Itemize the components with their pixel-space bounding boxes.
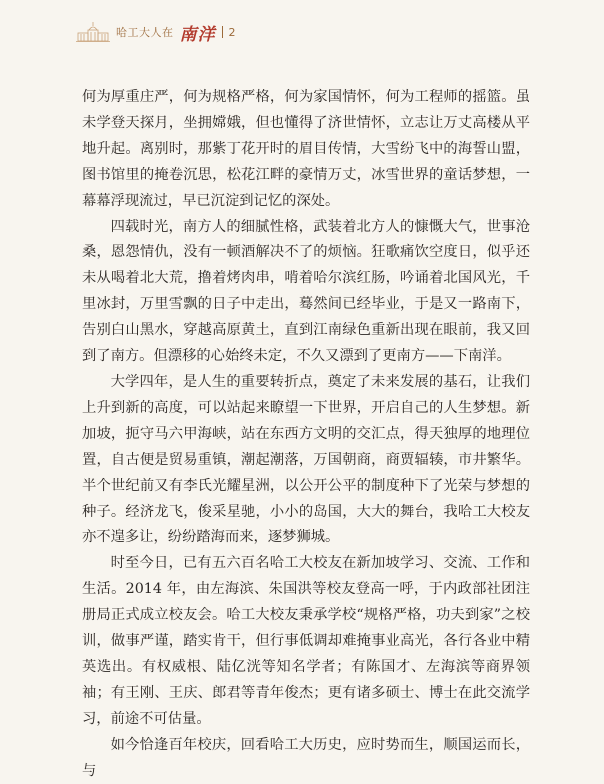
paragraph-continued: 何为厚重庄严，何为规格严格，何为家国情怀，何为工程师的摇篮。虽未学登天探月，坐拥嫦娥，但也懂得了济世情怀，立志让万丈高楼从平地升起。离别时，那紫丁花开时的眉目传情，大雪纷飞中的海誓山盟，图书馆里的掩卷沉思，松花江畔的豪情万丈，冰雪世界的童话梦想，一幕幕浮现流过，早已沉淀到记忆的深处。 bbox=[82, 89, 530, 209]
header-divider bbox=[222, 26, 223, 38]
book-title-calligraphy: 南洋 bbox=[179, 24, 216, 45]
book-title: 哈工大人在 bbox=[116, 26, 174, 39]
paragraph: 四载时光，南方人的细腻性格，武装着北方人的慷慨大气，世事沧桑，恩怨情仇，没有一顿酒解决不了的烦恼。狂歌痛饮空度日，似乎还未从喝着北大荒，撸着烤肉串，啃着哈尔滨红肠，吟诵着北国风光，千里冰封，万里雪飘的日子中走出，蓦然间已经毕业，于是又一路南下，告别白山黑水，穿越高原黄土，直到江南绿色重新出现在眼前，我又回到了南方。但漂移的心始终未定，不久又漂到了更南方——下南洋。 bbox=[82, 218, 530, 365]
body-text bbox=[82, 85, 530, 784]
paragraph: 大学四年，是人生的重要转折点，奠定了未来发展的基石，让我们上升到新的高度，可以站起来瞭望一下世界，开启自己的人生梦想。新加坡，扼守马六甲海峡，站在东西方文明的交汇点，得天独厚的地理位置，自古便是贸易重镇，潮起潮落，万国朝商，商贾辐辏，市井繁华。半个世纪前又有李氏光耀星洲，以公开公平的制度种下了光荣与梦想的种子。经济龙飞，俊采星驰，小小的岛国，大大的舞台，我哈工大校友亦不遑多让，纷纷踏海而来，逐梦狮城。 bbox=[82, 373, 530, 546]
paragraph: 时至今日，已有五六百名哈工大校友在新加坡学习、交流、工作和生活。2014 年，由左海滨、朱国洪等校友登高一呼，于内政部社团注册局正式成立校友会。哈工大校友秉承学校“规格严格，功夫到家”之校训，做事严谨，踏实肯干，但行事低调却难掩事业高光，各行各业中精英选出。有权威根、陆亿洸等知名学者；有陈国才、左海滨等商界领袖；有王刚、王庆、郎君等青年俊杰；更有诸多硕士、博士在此交流学习，前途不可估量。 bbox=[82, 555, 530, 727]
page-number: 2 bbox=[228, 25, 236, 39]
paragraph: 如今恰逢百年校庆，回看哈工大历史，应时势而生，顺国运而长，与 bbox=[82, 736, 530, 779]
campus-building-icon bbox=[76, 21, 110, 43]
running-header bbox=[76, 18, 236, 46]
